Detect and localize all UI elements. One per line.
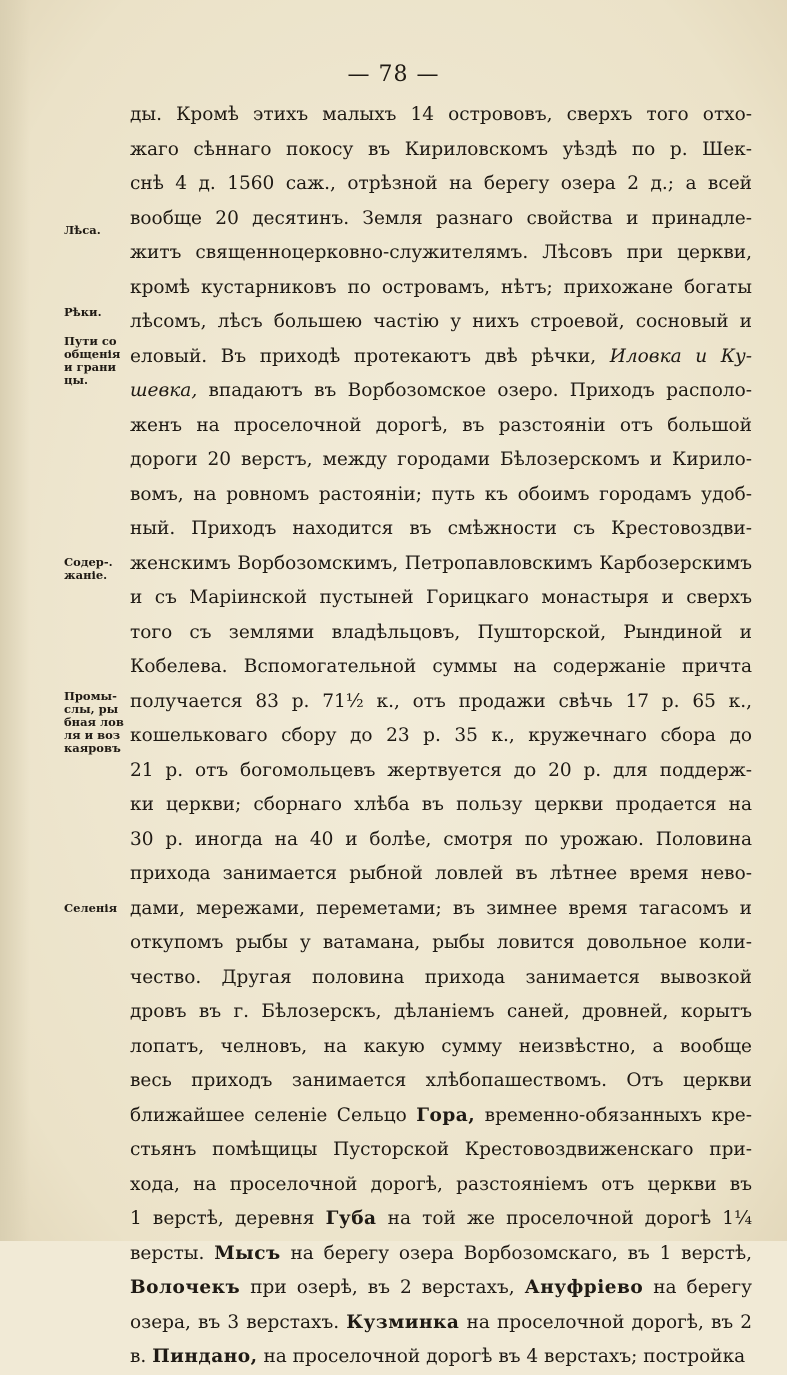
place-name: Пиндано,	[152, 1346, 258, 1367]
text-line	[130, 1271, 752, 1306]
line-text: озера, въ 3 верстахъ.	[130, 1311, 347, 1333]
line-text: жаго сѣннаго покосу въ Кириловскомъ уѣздѣ по р. Шек-	[130, 138, 752, 160]
line-text: вообще 20 десятинъ. Земля разнаго свойства и принадле-	[130, 207, 752, 229]
text-line	[130, 857, 752, 892]
text-line	[130, 1202, 752, 1237]
line-text: снѣ 4 д. 1560 саж., отрѣзной на берегу озера 2 д.; а всей	[130, 173, 752, 194]
line-text: на берегу	[643, 1277, 752, 1298]
text-line	[130, 133, 752, 168]
text-line	[130, 167, 752, 202]
text-line	[130, 374, 752, 409]
line-text: ды. Кромѣ этихъ малыхъ 14 острововъ, сверхъ того отхо-	[130, 104, 752, 125]
text-line	[130, 1340, 752, 1375]
line-text: женъ на проселочной дорогѣ, въ разстояніи отъ большой	[130, 414, 752, 436]
line-text: версты.	[130, 1242, 215, 1264]
line-text: женскимъ Ворбозомскимъ, Петропавловскимъ Карбозерскимъ	[130, 552, 752, 574]
margin-note-roads-borders: Пути со общенія и грани цы.	[64, 334, 121, 387]
line-text: 30 р. иногда на 40 и болѣе, смотря по урожаю. Половина	[130, 828, 752, 850]
river-name: шевка,	[130, 380, 198, 401]
line-text: дами, мережами, переметами; въ зимнее время тагасомъ и	[130, 897, 752, 919]
line-text: житъ священноцерковно-служителямъ. Лѣсовъ при церкви,	[130, 242, 752, 263]
text-line	[130, 512, 752, 547]
text-line	[130, 305, 752, 340]
text-line	[130, 961, 752, 996]
text-line	[130, 650, 752, 685]
line-text: получается 83 р. 71½ к., отъ продажи свѣчь 17 р. 65 к.,	[130, 690, 752, 712]
line-text: вомъ, на ровномъ растояніи; путь къ обоимъ городамъ удоб-	[130, 483, 752, 505]
text-line	[130, 1030, 752, 1065]
line-text: временно-обязанныхъ кре-	[475, 1104, 752, 1126]
text-line	[130, 1133, 752, 1168]
line-text: прихода занимается рыбной ловлей въ лѣтнее время нево-	[130, 863, 752, 884]
line-text: впадаютъ въ Ворбозомское озеро. Приходъ располо-	[197, 380, 752, 401]
text-line	[130, 719, 752, 754]
line-text: лопатъ, челновъ, на какую сумму неизвѣстно, а вообще	[130, 1035, 752, 1057]
text-line	[130, 788, 752, 823]
line-text: при озерѣ, въ 2 верстахъ,	[240, 1277, 525, 1298]
line-text: дороги 20 верстъ, между городами Бѣлозерскомъ и Кирило-	[130, 449, 752, 470]
text-line	[130, 892, 752, 927]
text-line	[130, 478, 752, 513]
margin-note-trades: Промы- слы, ры бная лов ля и воз каяровъ	[64, 689, 124, 755]
line-text: ки церкви; сборнаго хлѣба въ пользу церкви продается на	[130, 794, 752, 815]
line-text: ный. Приходъ находится въ смѣжности съ Крестовоздви-	[130, 518, 752, 539]
line-text: на берегу озера Ворбозомскаго, въ 1 верстѣ,	[280, 1242, 752, 1264]
text-line	[130, 271, 752, 306]
line-text: чество. Другая половина прихода занимается вывозкой	[130, 966, 752, 988]
text-line	[130, 685, 752, 720]
river-name: Иловка и Ку-	[609, 345, 752, 367]
line-text: еловый. Въ приходѣ протекаютъ двѣ рѣчки,	[130, 345, 610, 367]
line-text: хода, на проселочной дорогѣ, разстояніемъ отъ церкви въ	[130, 1173, 752, 1195]
line-text: 1 верстѣ, деревня	[130, 1208, 326, 1229]
line-text: дровъ въ г. Бѣлозерскъ, дѣланіемъ саней, дровней, корытъ	[130, 1001, 752, 1022]
line-text: кромѣ кустарниковъ по островамъ, нѣтъ; прихожане богаты	[130, 276, 752, 298]
text-line	[130, 1237, 752, 1272]
page-edge-shadow	[0, 0, 30, 1241]
text-line	[130, 409, 752, 444]
line-text: весь приходъ занимается хлѣбопашествомъ. Отъ церкви	[130, 1070, 752, 1091]
line-text: ближайшее селеніе Сельцо	[130, 1104, 417, 1126]
text-line	[130, 823, 752, 858]
main-text-block	[130, 98, 752, 1375]
text-line	[130, 1168, 752, 1203]
margin-note-rivers: Рѣки.	[64, 305, 102, 319]
line-text: и съ Маріинской пустыней Горицкаго монастыря и сверхъ	[130, 587, 752, 608]
line-text: лѣсомъ, лѣсъ большею частію у нихъ строевой, сосновый и	[130, 311, 752, 332]
text-line	[130, 616, 752, 651]
line-text: на проселочной дорогѣ, въ 2	[459, 1311, 752, 1333]
text-line	[130, 202, 752, 237]
text-line	[130, 547, 752, 582]
place-name: Гора,	[416, 1104, 476, 1126]
line-text: на той же проселочной дорогѣ 1¼	[376, 1208, 752, 1229]
place-name: Губа	[325, 1208, 377, 1229]
text-line	[130, 236, 752, 271]
margin-note-forests: Лѣса.	[64, 223, 101, 237]
line-text: 21 р. отъ богомольцевъ жертвуется до 20 р. для поддерж-	[130, 759, 752, 781]
place-name: Волочекъ	[130, 1277, 241, 1298]
page-number: — 78 —	[347, 62, 440, 87]
text-line	[130, 754, 752, 789]
place-name: Мысъ	[214, 1242, 281, 1264]
line-text: откупомъ рыбы у ватамана, рыбы ловится довольное коли-	[130, 932, 752, 953]
text-line	[130, 581, 752, 616]
line-text: стьянъ помѣщицы Пусторской Крестовоздвиженскаго при-	[130, 1139, 752, 1160]
line-text: в.	[130, 1346, 153, 1367]
place-name: Ануфріево	[524, 1277, 644, 1298]
line-text: Кобелева. Вспомогательной суммы на содержаніе причта	[130, 656, 752, 677]
text-line	[130, 340, 752, 375]
text-line	[130, 98, 752, 133]
text-line	[130, 995, 752, 1030]
text-line	[130, 1099, 752, 1134]
line-text: того съ землями владѣльцовъ, Пушторской, Рындиной и	[130, 621, 752, 643]
margin-note-maintenance: Содер-. жаніе.	[64, 555, 113, 582]
line-text: кошельковаго сбору до 23 р. 35 к., кружечнаго сбора до	[130, 725, 752, 746]
line-text: на проселочной дорогѣ въ 4 верстахъ; постройка	[257, 1346, 746, 1367]
place-name: Кузминка	[346, 1311, 460, 1333]
text-line	[130, 443, 752, 478]
margin-note-villages: Селенія	[64, 901, 118, 915]
text-line	[130, 1306, 752, 1341]
text-line	[130, 926, 752, 961]
text-line	[130, 1064, 752, 1099]
